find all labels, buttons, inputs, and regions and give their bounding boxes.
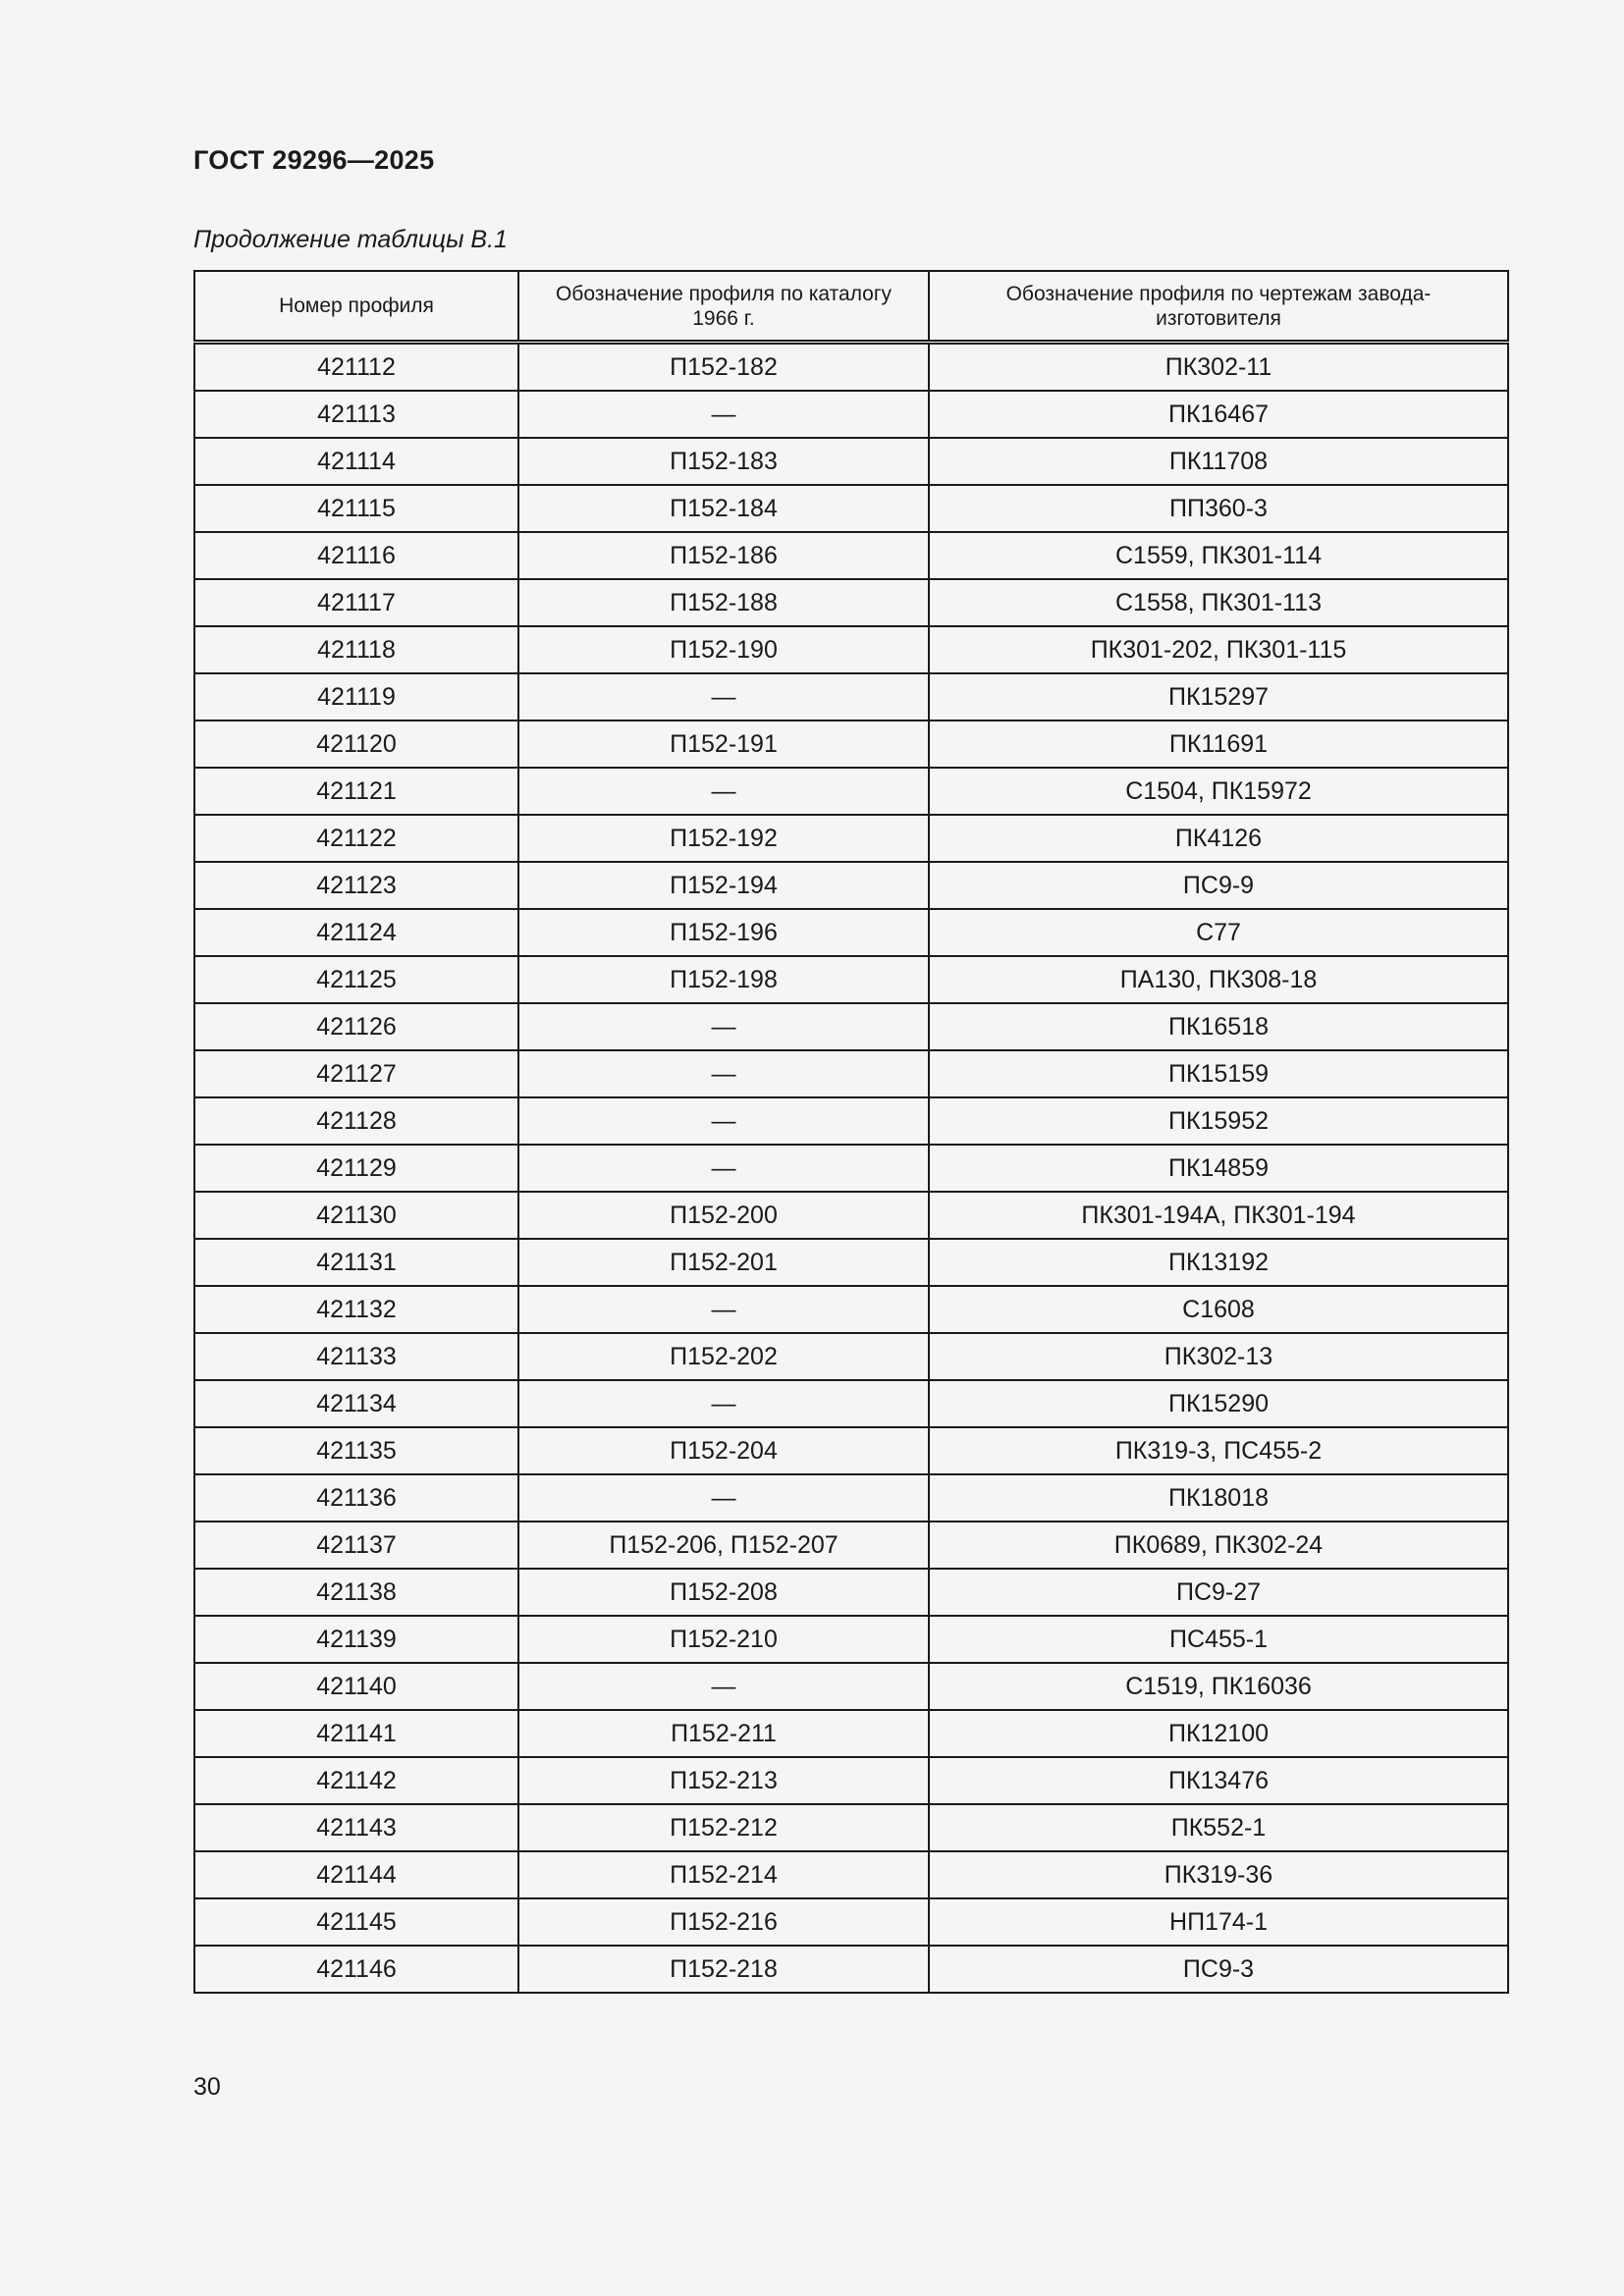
cell-factory-designation: С1504, ПК15972	[929, 768, 1508, 815]
cell-profile-number: 421126	[194, 1003, 518, 1050]
cell-catalog-designation: П152-202	[518, 1333, 929, 1380]
cell-catalog-designation: П152-198	[518, 956, 929, 1003]
table-row	[194, 909, 1508, 956]
cell-factory-designation: ПС9-9	[929, 862, 1508, 909]
table-row	[194, 1286, 1508, 1333]
cell-catalog-designation: —	[518, 391, 929, 438]
table-row	[194, 1851, 1508, 1898]
cell-factory-designation: ПК11708	[929, 438, 1508, 485]
cell-profile-number: 421120	[194, 721, 518, 768]
cell-profile-number: 421118	[194, 626, 518, 673]
cell-catalog-designation: —	[518, 1003, 929, 1050]
table-row	[194, 579, 1508, 626]
cell-catalog-designation: П152-194	[518, 862, 929, 909]
cell-factory-designation: ПК18018	[929, 1474, 1508, 1522]
table-row	[194, 1192, 1508, 1239]
cell-factory-designation: ПК15159	[929, 1050, 1508, 1097]
table-body	[194, 343, 1508, 1994]
cell-factory-designation: ПС9-27	[929, 1569, 1508, 1616]
cell-catalog-designation: П152-210	[518, 1616, 929, 1663]
table-row	[194, 815, 1508, 862]
cell-profile-number: 421115	[194, 485, 518, 532]
cell-catalog-designation: —	[518, 1050, 929, 1097]
cell-factory-designation: С1519, ПК16036	[929, 1663, 1508, 1710]
cell-profile-number: 421134	[194, 1380, 518, 1427]
table-caption: Продолжение таблицы В.1	[193, 226, 508, 253]
cell-profile-number: 421138	[194, 1569, 518, 1616]
cell-profile-number: 421124	[194, 909, 518, 956]
cell-catalog-designation: —	[518, 1286, 929, 1333]
cell-profile-number: 421121	[194, 768, 518, 815]
cell-factory-designation: С1608	[929, 1286, 1508, 1333]
cell-catalog-designation: П152-191	[518, 721, 929, 768]
table-row	[194, 1663, 1508, 1710]
cell-profile-number: 421114	[194, 438, 518, 485]
cell-factory-designation: ПК319-36	[929, 1851, 1508, 1898]
table-row	[194, 1522, 1508, 1569]
cell-catalog-designation: П152-183	[518, 438, 929, 485]
cell-factory-designation: ПА130, ПК308-18	[929, 956, 1508, 1003]
cell-profile-number: 421137	[194, 1522, 518, 1569]
cell-profile-number: 421119	[194, 673, 518, 721]
cell-catalog-designation: П152-182	[518, 343, 929, 392]
cell-profile-number: 421141	[194, 1710, 518, 1757]
document-header: ГОСТ 29296—2025	[193, 145, 435, 175]
cell-profile-number: 421142	[194, 1757, 518, 1804]
cell-catalog-designation: П152-218	[518, 1946, 929, 1993]
column-header-factory-designation: Обозначение профиля по чертежам завода-изготовителя	[929, 271, 1508, 343]
cell-factory-designation: ПК15290	[929, 1380, 1508, 1427]
cell-catalog-designation: П152-216	[518, 1898, 929, 1946]
table-row	[194, 1616, 1508, 1663]
cell-profile-number: 421133	[194, 1333, 518, 1380]
cell-profile-number: 421117	[194, 579, 518, 626]
cell-factory-designation: ПК12100	[929, 1710, 1508, 1757]
cell-catalog-designation: П152-208	[518, 1569, 929, 1616]
cell-catalog-designation: П152-213	[518, 1757, 929, 1804]
cell-factory-designation: ПК15952	[929, 1097, 1508, 1145]
table-row	[194, 391, 1508, 438]
table-row	[194, 1145, 1508, 1192]
cell-catalog-designation: —	[518, 1097, 929, 1145]
cell-catalog-designation: —	[518, 673, 929, 721]
cell-catalog-designation: П152-184	[518, 485, 929, 532]
cell-profile-number: 421113	[194, 391, 518, 438]
cell-factory-designation: ПК301-194А, ПК301-194	[929, 1192, 1508, 1239]
table-row	[194, 1710, 1508, 1757]
cell-factory-designation: ПК16467	[929, 391, 1508, 438]
table-row	[194, 438, 1508, 485]
table-row	[194, 1333, 1508, 1380]
cell-factory-designation: ПК16518	[929, 1003, 1508, 1050]
table-row	[194, 485, 1508, 532]
table-row	[194, 1050, 1508, 1097]
cell-factory-designation: С1559, ПК301-114	[929, 532, 1508, 579]
cell-catalog-designation: П152-196	[518, 909, 929, 956]
cell-profile-number: 421128	[194, 1097, 518, 1145]
cell-factory-designation: С1558, ПК301-113	[929, 579, 1508, 626]
cell-factory-designation: С77	[929, 909, 1508, 956]
cell-factory-designation: ПК552-1	[929, 1804, 1508, 1851]
cell-catalog-designation: —	[518, 768, 929, 815]
column-header-profile-number: Номер профиля	[194, 271, 518, 343]
cell-catalog-designation: П152-204	[518, 1427, 929, 1474]
cell-profile-number: 421132	[194, 1286, 518, 1333]
table-row	[194, 768, 1508, 815]
cell-profile-number: 421131	[194, 1239, 518, 1286]
table-row	[194, 1380, 1508, 1427]
cell-profile-number: 421135	[194, 1427, 518, 1474]
cell-profile-number: 421127	[194, 1050, 518, 1097]
table-row	[194, 1757, 1508, 1804]
cell-profile-number: 421112	[194, 343, 518, 392]
cell-factory-designation: ПК11691	[929, 721, 1508, 768]
cell-catalog-designation: —	[518, 1145, 929, 1192]
cell-profile-number: 421144	[194, 1851, 518, 1898]
cell-profile-number: 421145	[194, 1898, 518, 1946]
column-header-catalog-designation: Обозначение профиля по каталогу 1966 г.	[518, 271, 929, 343]
table-row	[194, 956, 1508, 1003]
cell-profile-number: 421116	[194, 532, 518, 579]
table-row	[194, 532, 1508, 579]
table-header-row	[194, 271, 1508, 343]
table-row	[194, 1898, 1508, 1946]
cell-factory-designation: ПС9-3	[929, 1946, 1508, 1993]
table-row	[194, 343, 1508, 392]
cell-catalog-designation: П152-188	[518, 579, 929, 626]
cell-factory-designation: НП174-1	[929, 1898, 1508, 1946]
cell-factory-designation: ПК301-202, ПК301-115	[929, 626, 1508, 673]
cell-factory-designation: ПК13476	[929, 1757, 1508, 1804]
cell-catalog-designation: П152-190	[518, 626, 929, 673]
table-row	[194, 862, 1508, 909]
table-row	[194, 1427, 1508, 1474]
cell-profile-number: 421139	[194, 1616, 518, 1663]
table-row	[194, 1097, 1508, 1145]
cell-factory-designation: ПК15297	[929, 673, 1508, 721]
cell-profile-number: 421130	[194, 1192, 518, 1239]
cell-catalog-designation: П152-200	[518, 1192, 929, 1239]
cell-catalog-designation: П152-186	[518, 532, 929, 579]
cell-catalog-designation: П152-201	[518, 1239, 929, 1286]
cell-profile-number: 421125	[194, 956, 518, 1003]
cell-profile-number: 421146	[194, 1946, 518, 1993]
cell-catalog-designation: —	[518, 1380, 929, 1427]
cell-profile-number: 421143	[194, 1804, 518, 1851]
cell-factory-designation: ПК0689, ПК302-24	[929, 1522, 1508, 1569]
cell-factory-designation: ПК319-3, ПС455-2	[929, 1427, 1508, 1474]
table-row	[194, 1474, 1508, 1522]
profiles-table	[193, 270, 1509, 1994]
cell-profile-number: 421122	[194, 815, 518, 862]
cell-factory-designation: ПС455-1	[929, 1616, 1508, 1663]
table-row	[194, 1946, 1508, 1993]
cell-catalog-designation: П152-212	[518, 1804, 929, 1851]
cell-catalog-designation: —	[518, 1663, 929, 1710]
cell-catalog-designation: П152-214	[518, 1851, 929, 1898]
cell-catalog-designation: —	[518, 1474, 929, 1522]
cell-catalog-designation: П152-211	[518, 1710, 929, 1757]
cell-catalog-designation: П152-206, П152-207	[518, 1522, 929, 1569]
table-row	[194, 626, 1508, 673]
table-row	[194, 1003, 1508, 1050]
table-row	[194, 673, 1508, 721]
table-row	[194, 1569, 1508, 1616]
cell-factory-designation: ПК4126	[929, 815, 1508, 862]
cell-factory-designation: ПК13192	[929, 1239, 1508, 1286]
table-row	[194, 1804, 1508, 1851]
cell-factory-designation: ПК14859	[929, 1145, 1508, 1192]
cell-profile-number: 421129	[194, 1145, 518, 1192]
table-row	[194, 1239, 1508, 1286]
cell-profile-number: 421140	[194, 1663, 518, 1710]
cell-factory-designation: ПК302-11	[929, 343, 1508, 392]
table-row	[194, 721, 1508, 768]
cell-profile-number: 421136	[194, 1474, 518, 1522]
page-number: 30	[193, 2073, 221, 2101]
cell-catalog-designation: П152-192	[518, 815, 929, 862]
cell-factory-designation: ПП360-3	[929, 485, 1508, 532]
cell-profile-number: 421123	[194, 862, 518, 909]
cell-factory-designation: ПК302-13	[929, 1333, 1508, 1380]
